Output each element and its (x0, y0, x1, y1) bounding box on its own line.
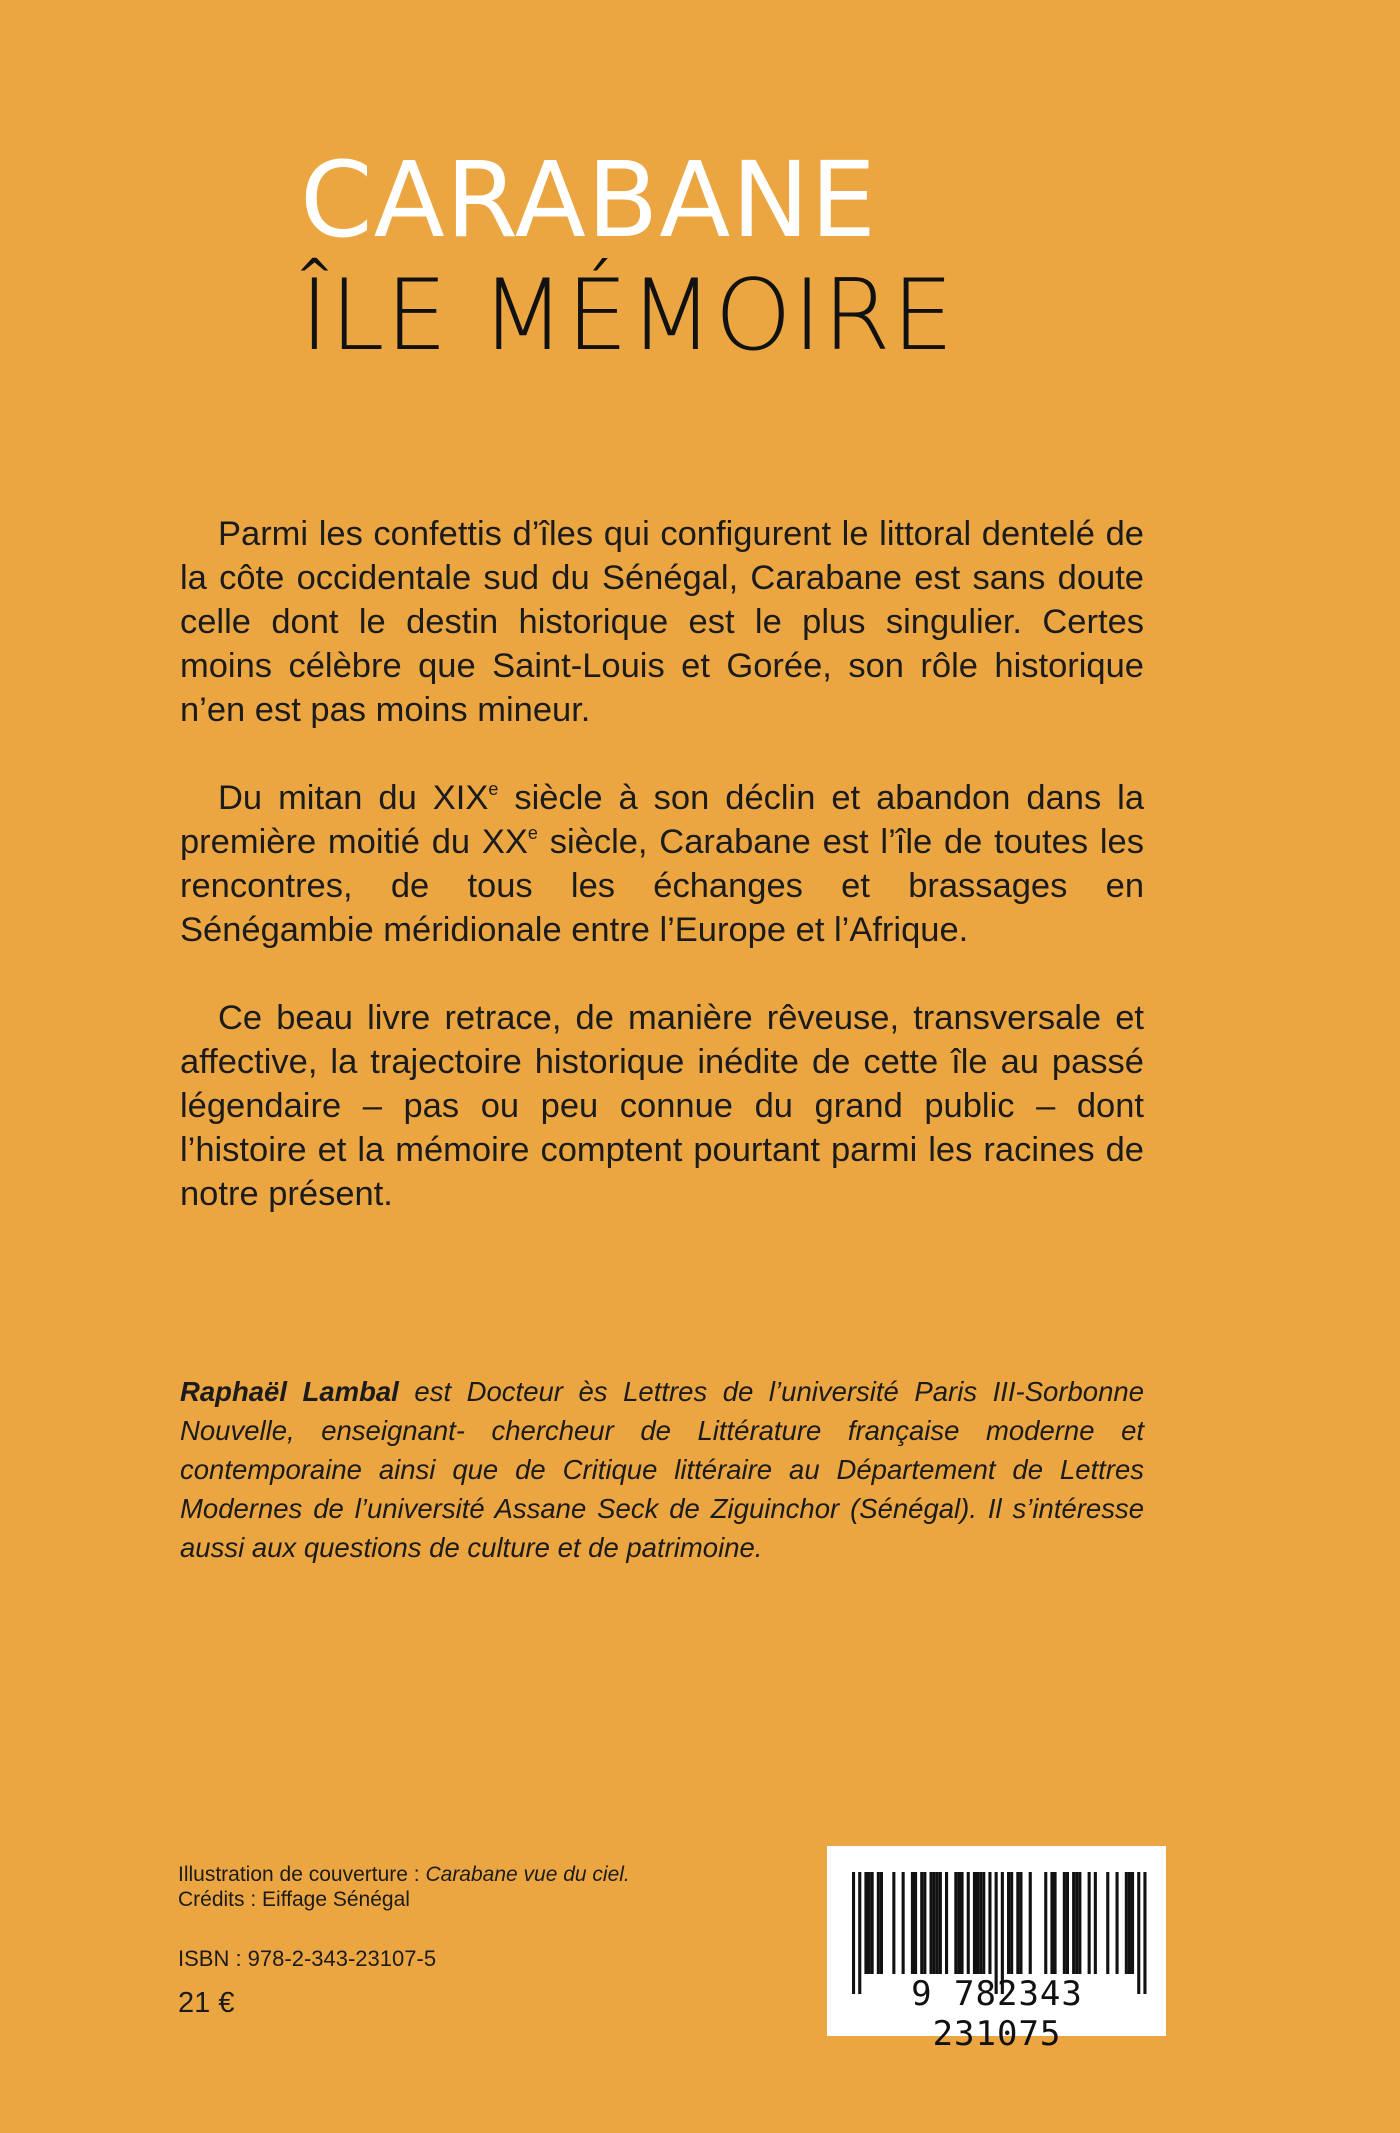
barcode-bar (1072, 1872, 1075, 1974)
barcode-bar (902, 1872, 905, 1974)
author-bio-text: est Docteur ès Lettres de l’université Paris III-Sorbonne Nouvelle, enseignant- chercheur de Littérature française moderne et contemporaine ainsi que de Critique littéraire au Département de Lettres Modernes de l’université Assane Seck de Ziguinchor (Sénégal). Il s’intéresse aussi aux questions de culture et de patrimoine. (180, 1376, 1144, 1563)
barcode-bar (936, 1872, 939, 1974)
barcode-bar (1016, 1872, 1019, 1974)
barcode-digits: 9 782343 231075 (911, 1974, 1083, 2054)
barcode-bar (979, 1872, 982, 1974)
barcode-bar (976, 1872, 979, 1974)
barcode-bar (1007, 1872, 1010, 1974)
illustration-title: Carabane vue du ciel. (425, 1863, 630, 1886)
barcode-bar (1131, 1872, 1134, 1974)
summary-paragraph-2-part-2: siècle à son déclin et abandon dans la première moitié du XX (180, 779, 1145, 861)
century-superscript-2: e (527, 823, 538, 843)
barcode-bar (939, 1872, 942, 1974)
summary-paragraph-2-part-3: siècle, Carabane est l’île de toutes les rencontres, de tous les échanges et brassages en Sénégambie méridionale entre l’Europe et l’Afrique. (180, 823, 1144, 949)
book-subtitle: ÎLE MÉMOIRE (300, 259, 955, 373)
title-block (300, 139, 1020, 373)
barcode-bar (868, 1872, 871, 1974)
barcode-bar (1088, 1872, 1091, 1974)
barcode-bar (954, 1872, 957, 1974)
barcode-bar (933, 1872, 936, 1974)
barcode-bar (1106, 1872, 1109, 1974)
summary-text (180, 512, 1144, 1260)
barcode-bar (864, 1872, 867, 1974)
barcode-bar (945, 1872, 948, 1974)
barcode-bar (1116, 1872, 1119, 1974)
barcode-bar (1029, 1872, 1032, 1974)
barcode-bar (892, 1872, 895, 1974)
summary-paragraph-3: Ce beau livre retrace, de manière rêveuse, transversale et affective, la trajectoire historique inédite de cette île au passé légendaire – pas ou peu connue du grand public – dont l’histoire et la mémoire comptent pourtant parmi les racines de notre présent. (180, 999, 1144, 1213)
barcode-bar (1066, 1872, 1069, 1974)
summary-paragraph-2 (180, 776, 1144, 952)
barcode-bar (1044, 1872, 1047, 1974)
summary-paragraph-1: Parmi les confettis d’îles qui configurent le littoral dentelé de la côte occidentale sud du Sénégal, Carabane est sans doute celle dont le destin historique est le plus singulier. Certes moins célèbre que Saint-Louis et Gorée, son rôle historique n’en est pas moins mineur. (180, 515, 1144, 729)
isbn: ISBN : 978-2-343-23107-5 (178, 1946, 437, 1971)
barcode-bar (1078, 1872, 1081, 1974)
barcode-bar (1063, 1872, 1066, 1974)
barcode-bar (880, 1872, 883, 1974)
barcode-bar (911, 1872, 914, 1974)
barcode-bar (982, 1872, 985, 1974)
century-superscript-1: e (488, 779, 499, 799)
author-bio (180, 1372, 1144, 1567)
barcode-bar (988, 1872, 991, 1974)
summary-paragraph-2-part-1: Du mitan du XIX (218, 779, 489, 817)
barcode-bar (877, 1872, 880, 1974)
barcode-bar (973, 1872, 976, 1974)
photo-credit: Crédits : Eiffage Sénégal (178, 1888, 410, 1911)
barcode (827, 1846, 1166, 2054)
barcode-bar (1019, 1872, 1022, 1974)
book-title: CARABANE (300, 139, 877, 261)
illustration-label: Illustration de couverture : (178, 1863, 426, 1886)
barcode-bar (1094, 1872, 1097, 1974)
price: 21 € (178, 1987, 235, 2019)
barcode-bar (920, 1872, 923, 1974)
barcode-bar (1125, 1872, 1128, 1974)
illustration-credit (178, 1862, 630, 1887)
barcode-bar (1054, 1872, 1057, 1974)
barcode-bar (1010, 1872, 1013, 1974)
barcode-bar (961, 1872, 964, 1974)
barcode-bar (1128, 1872, 1131, 1974)
barcode-bar (967, 1872, 970, 1974)
barcode-bar (930, 1872, 933, 1974)
barcode-bar (914, 1872, 917, 1974)
barcode-bar (1075, 1872, 1078, 1974)
author-name: Raphaël Lambal (180, 1376, 399, 1407)
barcode-bar (1050, 1872, 1053, 1974)
barcode-bar (957, 1872, 960, 1974)
barcode-bar (871, 1872, 874, 1974)
barcode-bar (923, 1872, 926, 1974)
cover-credits (178, 1862, 630, 1912)
